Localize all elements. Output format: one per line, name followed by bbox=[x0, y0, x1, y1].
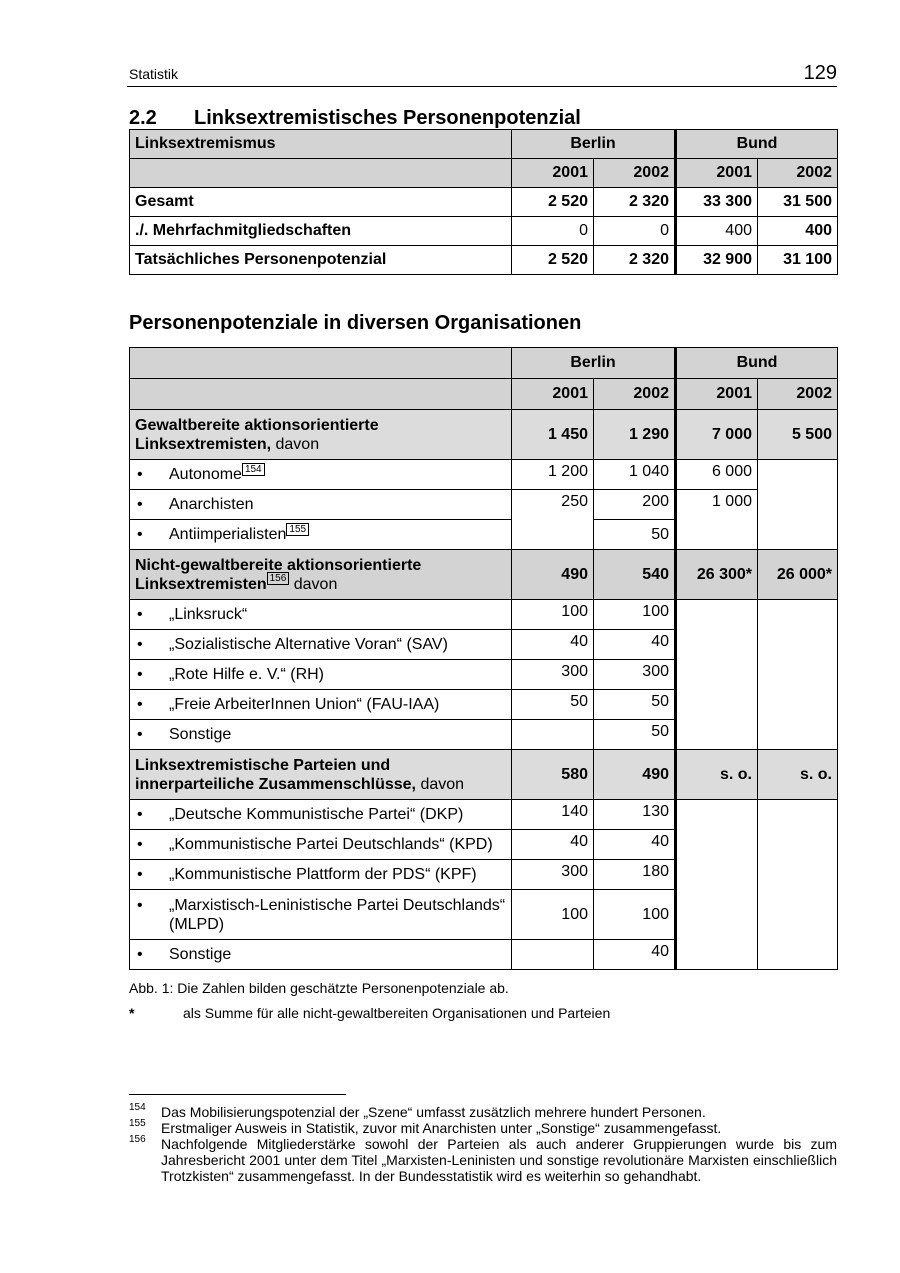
item-text: Sonstige bbox=[169, 945, 232, 963]
year-cell: 2001 bbox=[676, 159, 758, 188]
value-cell: 580 bbox=[512, 750, 594, 800]
empty-cell bbox=[758, 460, 838, 550]
value-cell: 0 bbox=[594, 217, 676, 246]
value-cell: 40 bbox=[594, 830, 676, 860]
value-cell: 50 bbox=[594, 690, 676, 720]
footnote-number: 154 bbox=[129, 1102, 146, 1113]
asterisk-text: als Summe für alle nicht-gewaltbereiten Organisationen und Parteien bbox=[183, 1005, 611, 1021]
value-cell: 1 290 bbox=[594, 410, 676, 460]
year-cell: 2002 bbox=[594, 159, 676, 188]
item-label bbox=[130, 890, 512, 940]
value-cell: 50 bbox=[512, 690, 594, 720]
bullet: • bbox=[137, 945, 143, 963]
category-row-parties bbox=[130, 750, 838, 800]
footnote-text: Nachfolgende Mitgliederstärke sowohl der Parteien als auch anderer Gruppierungen wurde bis zum Jahresbericht 2001 unter dem Titel „Marxisten-Leninisten und sonstige revolutionäre Marxisten einschließlich Trotzkisten“ zusammengefasst. In der Bundesstatistik wird es weiterhin so gehandhabt. bbox=[161, 1136, 837, 1184]
value-cell: 400 bbox=[758, 217, 838, 246]
item-label bbox=[130, 490, 512, 520]
item-label bbox=[130, 800, 512, 830]
item-label bbox=[130, 630, 512, 660]
value-cell: 300 bbox=[512, 860, 594, 890]
value-cell: 1 040 bbox=[594, 460, 676, 490]
value-cell: 200 bbox=[594, 490, 676, 520]
item-wrap bbox=[135, 896, 506, 934]
value-cell: 32 900 bbox=[676, 246, 758, 275]
bullet: • bbox=[137, 865, 143, 883]
value-cell bbox=[512, 720, 594, 750]
year-cell: 2002 bbox=[594, 379, 676, 410]
value-cell: 1 450 bbox=[512, 410, 594, 460]
row-label: ./. Mehrfachmitgliedschaften bbox=[130, 217, 512, 246]
value-cell: s. o. bbox=[758, 750, 838, 800]
subsection-heading: Personenpotenziale in diversen Organisationen bbox=[129, 312, 582, 334]
group-berlin: Berlin bbox=[512, 348, 676, 379]
year-cell: 2001 bbox=[676, 379, 758, 410]
row-label: Tatsächliches Personenpotenzial bbox=[130, 246, 512, 275]
value-cell bbox=[512, 940, 594, 970]
value-cell: 50 bbox=[594, 720, 676, 750]
footnote-ref[interactable]: 155 bbox=[286, 523, 309, 536]
header-rule bbox=[127, 86, 837, 87]
item-label bbox=[130, 830, 512, 860]
section-heading bbox=[129, 107, 581, 130]
category-label-bold: Linksextremisten bbox=[135, 575, 267, 593]
empty-cell bbox=[758, 800, 838, 970]
item-text: „Marxistisch-Leninistische Partei Deutschlands“ (MLPD) bbox=[169, 896, 506, 933]
value-cell: 2 320 bbox=[594, 246, 676, 275]
item-text: „Sozialistische Alternative Voran“ (SAV) bbox=[169, 635, 448, 653]
value-cell: 40 bbox=[512, 830, 594, 860]
group-berlin: Berlin bbox=[512, 130, 676, 159]
item-label bbox=[130, 720, 512, 750]
category-row-nonviolent bbox=[130, 550, 838, 600]
table-year-row bbox=[130, 379, 838, 410]
value-cell: 130 bbox=[594, 800, 676, 830]
table-row bbox=[130, 217, 838, 246]
empty-cell bbox=[676, 800, 758, 970]
category-label-bold: Nicht-gewaltbereite aktionsorientierte bbox=[135, 556, 422, 574]
section-number: 2.2 bbox=[129, 107, 157, 129]
footnote-text: Das Mobilisierungspotenzial der „Szene“ umfasst zusätzlich mehrere hundert Personen. bbox=[161, 1104, 706, 1120]
category-label-suffix: davon bbox=[271, 435, 320, 453]
running-header-section: Statistik bbox=[129, 66, 179, 82]
value-cell: 100 bbox=[594, 600, 676, 630]
item-label bbox=[130, 660, 512, 690]
value-cell: 40 bbox=[594, 940, 676, 970]
value-cell: 26 300* bbox=[676, 550, 758, 600]
table-year-row bbox=[130, 159, 838, 188]
bullet: • bbox=[137, 725, 143, 743]
list-item bbox=[130, 490, 838, 520]
value-cell: 7 000 bbox=[676, 410, 758, 460]
year-cell: 2002 bbox=[758, 159, 838, 188]
table-header-row bbox=[130, 130, 838, 159]
table-header-row bbox=[130, 348, 838, 379]
value-cell: 1 200 bbox=[512, 460, 594, 490]
figure-caption: Abb. 1: Die Zahlen bilden geschätzte Personenpotenziale ab. bbox=[129, 980, 509, 996]
value-cell: 40 bbox=[594, 630, 676, 660]
bullet: • bbox=[137, 525, 143, 543]
bullet: • bbox=[137, 896, 143, 914]
year-cell: 2001 bbox=[512, 379, 594, 410]
table-row bbox=[130, 188, 838, 217]
item-label bbox=[130, 600, 512, 630]
value-cell: 1 000 bbox=[676, 490, 758, 550]
category-label-suffix: davon bbox=[289, 575, 338, 593]
organisations-table bbox=[129, 347, 838, 970]
item-text: Anarchisten bbox=[169, 495, 254, 513]
footnote-156 bbox=[129, 1136, 837, 1184]
value-cell: 300 bbox=[594, 660, 676, 690]
bullet: • bbox=[137, 605, 143, 623]
item-text: „Freie ArbeiterInnen Union“ (FAU-IAA) bbox=[169, 695, 440, 713]
bullet: • bbox=[137, 805, 143, 823]
category-label bbox=[130, 550, 512, 600]
asterisk-note bbox=[129, 1005, 610, 1021]
item-label bbox=[130, 690, 512, 720]
value-cell: 6 000 bbox=[676, 460, 758, 490]
bullet: • bbox=[137, 665, 143, 683]
category-label-bold: Gewaltbereite aktionsorientierte Linksextremisten, bbox=[135, 416, 379, 453]
item-text: „Rote Hilfe e. V.“ (RH) bbox=[169, 665, 324, 683]
item-text: „Kommunistische Partei Deutschlands“ (KPD) bbox=[169, 835, 493, 853]
item-text: Sonstige bbox=[169, 725, 232, 743]
year-cell: 2001 bbox=[512, 159, 594, 188]
footnote-number: 156 bbox=[129, 1134, 146, 1145]
item-text: „Deutsche Kommunistische Partei“ (DKP) bbox=[169, 805, 464, 823]
list-item bbox=[130, 600, 838, 630]
category-label-bold: Linksextremistische Parteien und innerparteiliche Zusammenschlüsse, bbox=[135, 756, 416, 793]
footnote-155 bbox=[129, 1120, 837, 1136]
value-cell: 5 500 bbox=[758, 410, 838, 460]
footnote-number: 155 bbox=[129, 1118, 146, 1129]
page-number: 129 bbox=[803, 62, 837, 84]
year-row-blank bbox=[130, 379, 512, 410]
footnote-rule bbox=[129, 1094, 346, 1095]
footnote-ref[interactable]: 154 bbox=[242, 463, 265, 476]
empty-cell bbox=[676, 600, 758, 750]
value-cell: 490 bbox=[512, 550, 594, 600]
list-item bbox=[130, 460, 838, 490]
item-label bbox=[130, 460, 512, 490]
category-row-violent bbox=[130, 410, 838, 460]
item-text: Autonome bbox=[169, 465, 242, 483]
category-label-suffix: davon bbox=[416, 775, 465, 793]
category-label bbox=[130, 410, 512, 460]
header-blank bbox=[130, 348, 512, 379]
value-cell: 100 bbox=[512, 600, 594, 630]
value-cell: s. o. bbox=[676, 750, 758, 800]
year-row-blank bbox=[130, 159, 512, 188]
bullet: • bbox=[137, 465, 143, 483]
value-cell: 26 000* bbox=[758, 550, 838, 600]
category-label bbox=[130, 750, 512, 800]
value-cell: 180 bbox=[594, 860, 676, 890]
item-text: Antiimperialisten bbox=[169, 525, 287, 543]
value-cell: 50 bbox=[594, 520, 676, 550]
empty-cell bbox=[758, 600, 838, 750]
value-cell: 100 bbox=[594, 890, 676, 940]
value-cell: 490 bbox=[594, 750, 676, 800]
value-cell: 400 bbox=[676, 217, 758, 246]
value-cell: 31 500 bbox=[758, 188, 838, 217]
value-cell: 250 bbox=[512, 490, 594, 550]
value-cell: 40 bbox=[512, 630, 594, 660]
bullet: • bbox=[137, 695, 143, 713]
value-cell: 33 300 bbox=[676, 188, 758, 217]
footnote-154 bbox=[129, 1104, 837, 1120]
bullet: • bbox=[137, 835, 143, 853]
table-row bbox=[130, 246, 838, 275]
section-title: Linksextremistisches Personenpotenzial bbox=[194, 107, 581, 129]
value-cell: 540 bbox=[594, 550, 676, 600]
group-bund: Bund bbox=[676, 130, 838, 159]
value-cell: 100 bbox=[512, 890, 594, 940]
value-cell: 0 bbox=[512, 217, 594, 246]
bullet: • bbox=[137, 635, 143, 653]
value-cell: 300 bbox=[512, 660, 594, 690]
value-cell: 2 320 bbox=[594, 188, 676, 217]
summary-table bbox=[129, 129, 838, 275]
value-cell: 140 bbox=[512, 800, 594, 830]
item-label bbox=[130, 940, 512, 970]
value-cell: 2 520 bbox=[512, 188, 594, 217]
list-item bbox=[130, 800, 838, 830]
group-bund: Bund bbox=[676, 348, 838, 379]
item-text: „Linksruck“ bbox=[169, 605, 248, 623]
footnote-text: Erstmaliger Ausweis in Statistik, zuvor mit Anarchisten unter „Sonstige“ zusammengefasst. bbox=[161, 1120, 722, 1136]
footnote-ref[interactable]: 156 bbox=[267, 572, 290, 585]
item-text: „Kommunistische Plattform der PDS“ (KPF) bbox=[169, 865, 477, 883]
item-label bbox=[130, 860, 512, 890]
bullet: • bbox=[137, 495, 143, 513]
year-cell: 2002 bbox=[758, 379, 838, 410]
col-head-linksextremismus: Linksextremismus bbox=[130, 130, 512, 159]
row-label: Gesamt bbox=[130, 188, 512, 217]
value-cell: 2 520 bbox=[512, 246, 594, 275]
value-cell: 31 100 bbox=[758, 246, 838, 275]
asterisk-mark: * bbox=[129, 1005, 135, 1021]
item-label bbox=[130, 520, 512, 550]
